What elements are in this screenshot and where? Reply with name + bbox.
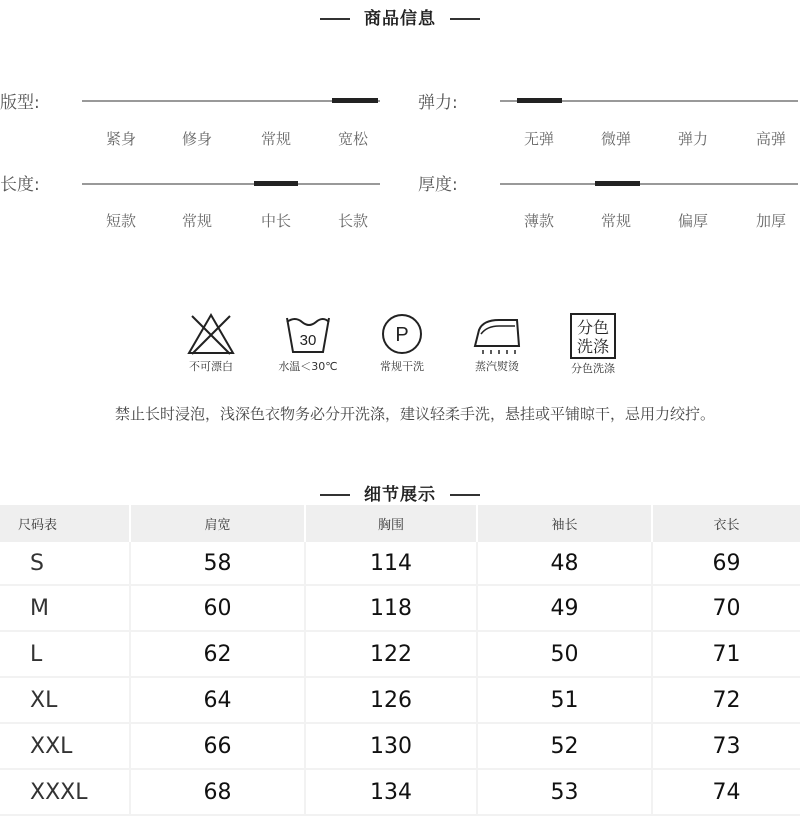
care-label: 水温＜30℃ xyxy=(278,360,338,373)
care-item-wash-30 xyxy=(268,312,348,374)
care-label: 蒸汽熨烫 xyxy=(475,360,519,373)
attribute-option: 中长 xyxy=(260,212,291,230)
table-cell: 49 xyxy=(477,585,652,631)
table-cell: 114 xyxy=(305,542,477,585)
header-sleeve: 袖长 xyxy=(477,505,652,542)
table-row xyxy=(0,769,800,815)
table-cell: 130 xyxy=(305,723,477,769)
table-cell: 74 xyxy=(652,769,800,815)
attribute-selected-marker xyxy=(595,181,640,186)
header-shoulder: 肩宽 xyxy=(130,505,305,542)
attribute-option: 薄款 xyxy=(523,212,554,230)
care-item-separate-wash xyxy=(553,312,633,376)
attribute-selected-marker xyxy=(332,98,378,103)
header-length: 衣长 xyxy=(652,505,800,542)
attribute-option: 弹力 xyxy=(677,130,708,148)
attribute-option: 偏厚 xyxy=(677,212,708,230)
wash-30-icon xyxy=(283,312,333,356)
attribute-selected-marker xyxy=(254,181,298,186)
details-title-text: 细节展示 xyxy=(364,485,436,505)
attribute-label: 版型: xyxy=(0,93,40,113)
attribute-label: 厚度: xyxy=(418,175,458,195)
header-chest: 胸围 xyxy=(305,505,477,542)
separate-wash-icon xyxy=(568,312,618,360)
table-row xyxy=(0,723,800,769)
size-table-header xyxy=(0,505,800,542)
attribute-track xyxy=(82,183,380,185)
care-item-dry-clean xyxy=(362,312,442,374)
table-cell: 122 xyxy=(305,631,477,677)
product-info-title-text: 商品信息 xyxy=(364,9,436,29)
title-dash-left xyxy=(320,18,350,20)
table-cell: 71 xyxy=(652,631,800,677)
separate-wash-box-text-1: 分色 xyxy=(576,318,610,337)
attribute-track xyxy=(500,183,798,185)
attribute-label: 弹力: xyxy=(418,93,458,113)
care-item-no-bleach xyxy=(171,312,251,374)
care-item-steam-iron xyxy=(457,312,537,374)
dry-clean-icon xyxy=(377,312,427,356)
attribute-option: 宽松 xyxy=(337,130,368,148)
attribute-option: 微弹 xyxy=(600,130,631,148)
table-cell-size: XXL xyxy=(0,723,130,769)
attribute-option: 常规 xyxy=(181,212,212,230)
table-cell-size: XL xyxy=(0,677,130,723)
table-cell: 52 xyxy=(477,723,652,769)
header-size-chart: 尺码表 xyxy=(0,505,130,542)
table-cell: 73 xyxy=(652,723,800,769)
attribute-track xyxy=(82,100,380,102)
table-cell: 70 xyxy=(652,585,800,631)
title-dash-left xyxy=(320,494,350,496)
table-cell: 48 xyxy=(477,542,652,585)
table-cell: 62 xyxy=(130,631,305,677)
table-row xyxy=(0,631,800,677)
attribute-option: 长款 xyxy=(337,212,368,230)
table-cell: 126 xyxy=(305,677,477,723)
attribute-option: 常规 xyxy=(260,130,291,148)
table-cell: 68 xyxy=(130,769,305,815)
attribute-option: 常规 xyxy=(600,212,631,230)
title-dash-right xyxy=(450,18,480,20)
table-cell: 51 xyxy=(477,677,652,723)
table-cell: 118 xyxy=(305,585,477,631)
table-cell: 60 xyxy=(130,585,305,631)
table-cell: 134 xyxy=(305,769,477,815)
size-table xyxy=(0,505,800,816)
separate-wash-box-text-2: 洗涤 xyxy=(576,337,610,356)
care-label: 常规干洗 xyxy=(380,360,424,373)
table-cell: 58 xyxy=(130,542,305,585)
table-row xyxy=(0,542,800,585)
attribute-option: 高弹 xyxy=(755,130,786,148)
dry-clean-letter: P xyxy=(395,324,409,346)
table-cell-size: S xyxy=(0,542,130,585)
no-bleach-icon xyxy=(186,312,236,356)
table-cell: 53 xyxy=(477,769,652,815)
attribute-option: 修身 xyxy=(181,130,212,148)
table-cell: 69 xyxy=(652,542,800,585)
wash-temp-text: 30 xyxy=(299,332,317,349)
title-dash-right xyxy=(450,494,480,496)
attribute-track xyxy=(500,100,798,102)
table-row xyxy=(0,585,800,631)
attribute-selected-marker xyxy=(517,98,562,103)
table-cell: 50 xyxy=(477,631,652,677)
details-title xyxy=(0,480,800,505)
table-cell-size: M xyxy=(0,585,130,631)
table-cell: 64 xyxy=(130,677,305,723)
attribute-option: 短款 xyxy=(105,212,136,230)
table-row xyxy=(0,677,800,723)
attribute-option: 加厚 xyxy=(755,212,786,230)
table-cell: 66 xyxy=(130,723,305,769)
care-instructions-note: 禁止长时浸泡，浅深色衣物务必分开洗涤，建议轻柔手洗，悬挂或平铺晾干，忌用力绞拧。 xyxy=(114,405,715,423)
product-info-title xyxy=(0,4,800,29)
attribute-option: 紧身 xyxy=(105,130,136,148)
table-cell-size: L xyxy=(0,631,130,677)
care-label: 不可漂白 xyxy=(189,360,233,373)
attribute-label: 长度: xyxy=(0,175,40,195)
care-label: 分色洗涤 xyxy=(571,362,615,375)
table-cell: 72 xyxy=(652,677,800,723)
table-cell-size: XXXL xyxy=(0,769,130,815)
steam-iron-icon xyxy=(469,312,525,356)
attribute-option: 无弹 xyxy=(523,130,554,148)
